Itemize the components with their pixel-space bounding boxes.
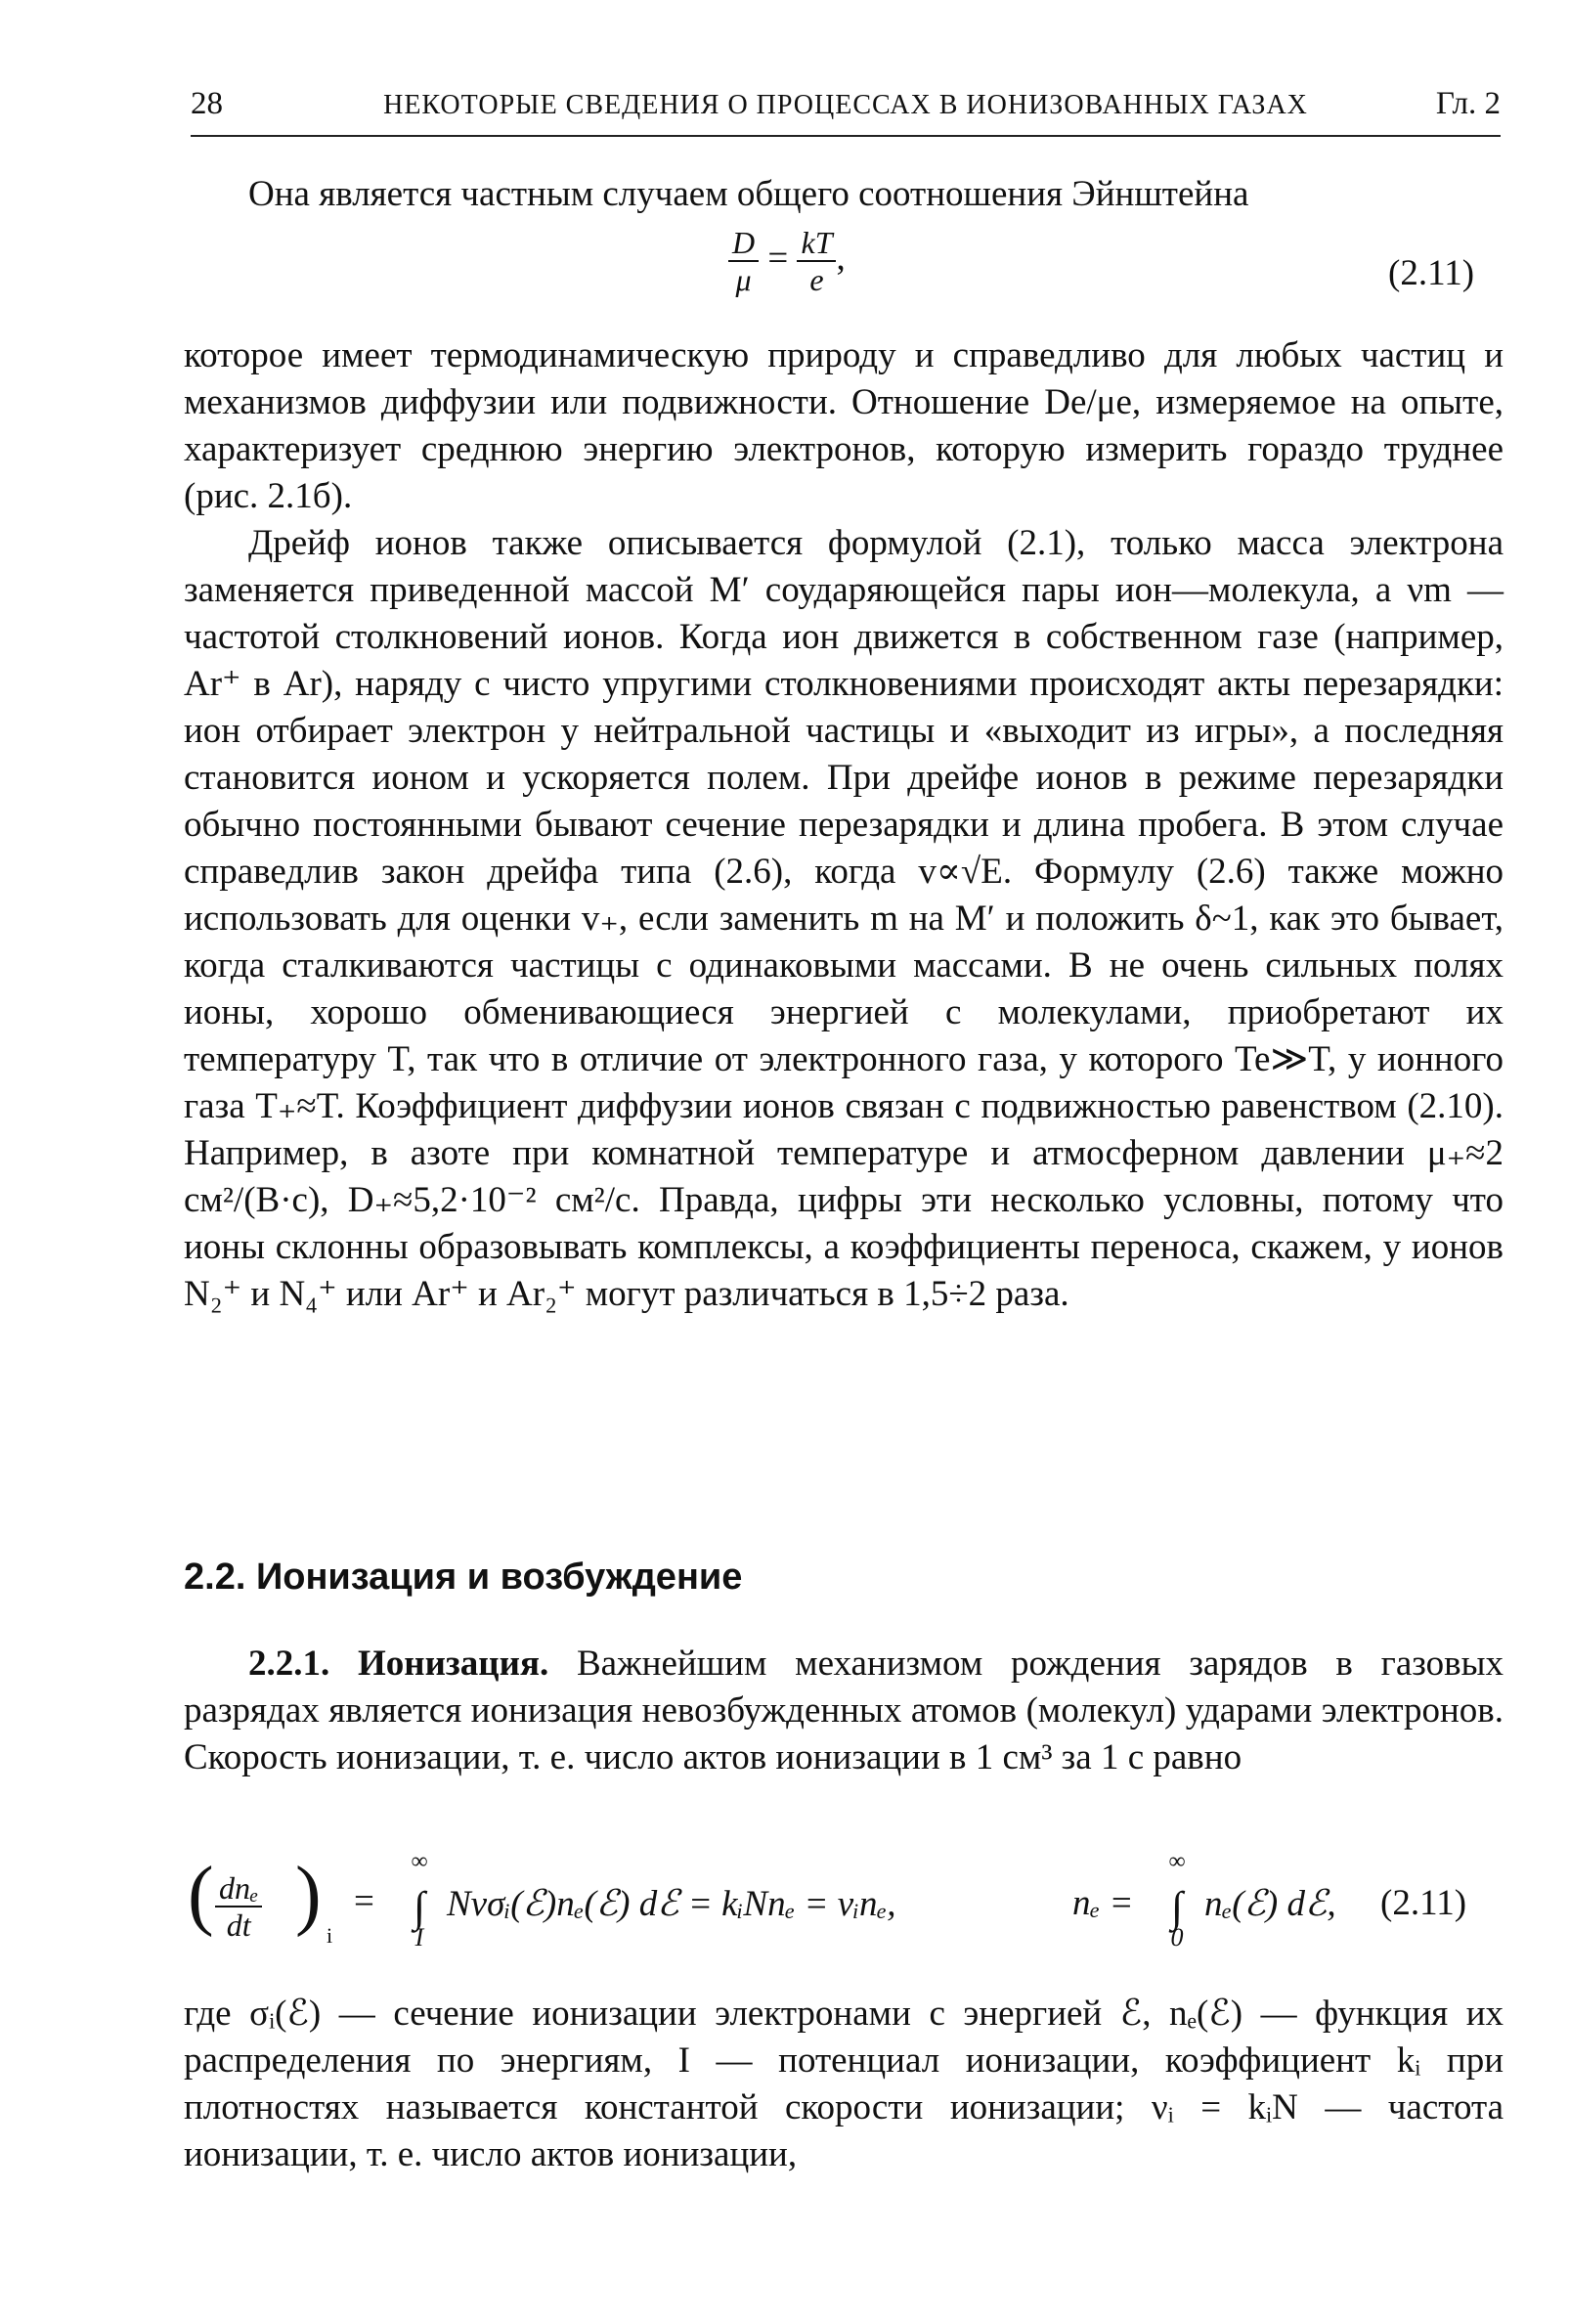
subscript-i: i xyxy=(327,1923,333,1948)
einstein-relation-formula xyxy=(728,227,846,295)
equation-number: (2.11) xyxy=(1380,1883,1467,1923)
fraction-numerator: D xyxy=(728,227,759,262)
paragraph-ionization-definitions: где σᵢ(ℰ) — сечение ионизации электронами с энергией ℰ, nₑ(ℰ) — функция их распределения по энергиям, I — потенциал ионизации, коэффициент kᵢ при плотностях называется константой скорости ионизации; νᵢ = kᵢN — частота ионизации, т. е. число актов ионизации, xyxy=(184,1994,1504,2174)
integral-body: Nvσᵢ(ℰ)nₑ(ℰ) dℰ = kᵢNnₑ = νᵢnₑ, xyxy=(447,1884,896,1924)
integral-upper-limit: ∞ xyxy=(411,1849,428,1874)
fraction-denominator: dt xyxy=(226,1907,251,1943)
paragraph-einstein-intro: Она является частным случаем общего соотношения Эйнштейна xyxy=(248,174,1249,214)
fraction-dne-over-dt xyxy=(215,1872,262,1941)
paragraph-einstein-follow: которое имеет термодинамическую природу и справедливо для любых частиц и механизмов диффузии или подвижности. Отношение De/μe, измеряемое на опыте, характеризует среднюю энергию электронов, которую измерить гораздо труднее (рис. 2.1б). xyxy=(184,335,1504,516)
formula-comma: , xyxy=(836,238,846,279)
running-header xyxy=(191,86,1501,137)
subsection-text: Важнейшим механизмом рождения зарядов в газовых разрядах является ионизация невозбужденных атомов (молекул) ударами электронов. Скорость ионизации, т. е. число актов ионизации в 1 см³ за 1 с равно xyxy=(184,1644,1504,1777)
fraction-denominator: e xyxy=(809,262,824,297)
integral-lower-limit: 0 xyxy=(1170,1923,1184,1951)
equation-number: (2.11) xyxy=(1388,253,1475,293)
equals-sign: = xyxy=(354,1881,374,1921)
fraction-kt-over-e xyxy=(797,227,836,295)
fraction-d-over-mu xyxy=(728,227,759,295)
running-title: НЕКОТОРЫЕ СВЕДЕНИЯ О ПРОЦЕССАХ В ИОНИЗОВАННЫХ ГАЗАХ xyxy=(383,90,1308,120)
ne-definition-lhs: nₑ = xyxy=(1072,1883,1134,1923)
fraction-numerator: dnₑ xyxy=(215,1872,262,1907)
ionization-rate-formula xyxy=(188,1849,1498,1970)
section-heading: 2.2. Ионизация и возбуждение xyxy=(184,1557,743,1598)
fraction-numerator: kT xyxy=(797,227,836,262)
integral-body: nₑ(ℰ) dℰ, xyxy=(1204,1884,1336,1924)
fraction-denominator: μ xyxy=(735,262,752,297)
subsection-label: 2.2.1. Ионизация. xyxy=(248,1644,549,1684)
equals-sign: = xyxy=(767,238,789,279)
chapter-label: Гл. 2 xyxy=(1435,86,1501,121)
paragraph-ionization xyxy=(184,1641,1504,1781)
paragraph-ion-drift: Дрейф ионов также описывается формулой (2.1), только масса электрона заменяется приведенной массой M′ соударяющейся пары ион—молекула, а νm — частотой столкновений ионов. Когда ион движется в собственном газе (например, Ar⁺ в Ar), наряду с чисто упругими столкновениями происходят акты перезарядки: ион отбирает электрон у нейтральной частицы и «выходит из игры», а последняя становится ионом и ускоряется полем. При дрейфе ионов в режиме перезарядки обычно постоянными бывают сечение перезарядки и длина пробега. В этом случае справедлив закон дрейфа типа (2.6), когда v∝√E. Формулу (2.6) также можно использовать для оценки v₊, если заменить m на M′ и положить δ~1, как это бывает, когда сталкиваются частицы с одинаковыми массами. В не очень сильных полях ионы, хорошо обменивающиеся энергией с молекулами, приобретают их температуру T, так что в отличие от электронного газа, у которого Te≫T, у ионного газа T₊≈T. Коэффициент диффузии ионов связан с подвижностью равенством (2.10). Например, в азоте при комнатной температуре и атмосферном давлении μ₊≈2 см²/(В·с), D₊≈5,2·10⁻² см²/с. Правда, цифры эти несколько условны, потому что ионы склонны образовывать комплексы, а коэффициенты переноса, скажем, у ионов N₂⁺ и N₄⁺ или Ar⁺ и Ar₂⁺ могут различаться в 1,5÷2 раза. xyxy=(184,523,1504,1314)
right-paren: ) xyxy=(295,1852,322,1938)
page-number: 28 xyxy=(191,86,223,121)
integral-lower-limit: I xyxy=(414,1923,424,1951)
integral-upper-limit: ∞ xyxy=(1168,1849,1186,1874)
integral-sign: ∫ ∞ 0 xyxy=(1165,1882,1189,1932)
integral-sign: ∫ ∞ I xyxy=(408,1882,431,1932)
left-paren: ( xyxy=(188,1852,214,1938)
